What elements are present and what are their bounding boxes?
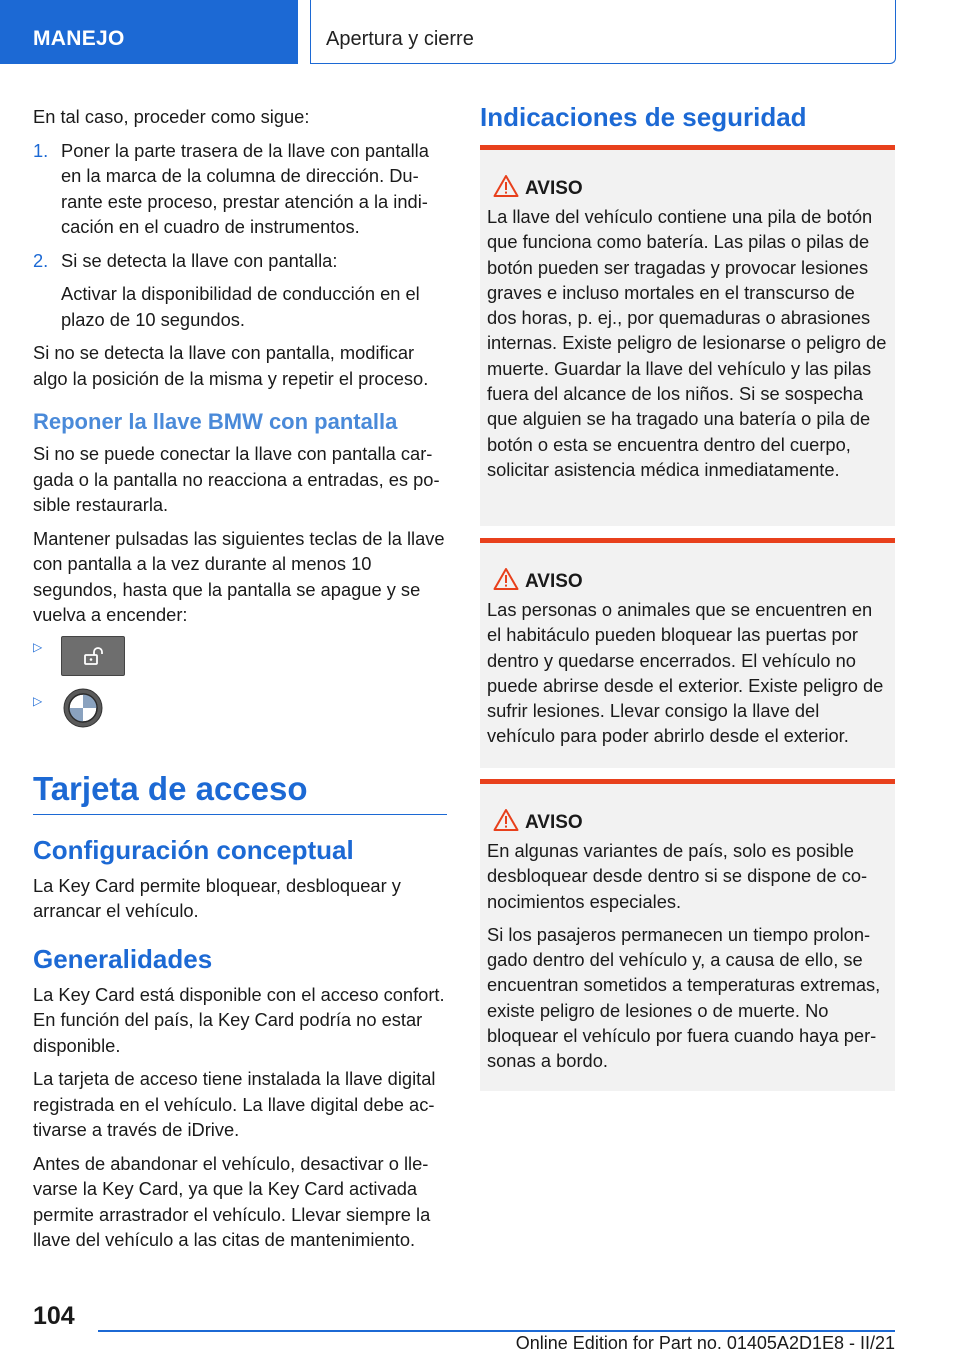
warning-header: [487, 174, 888, 200]
warning-header: [487, 808, 888, 834]
left-column: [33, 104, 447, 1261]
section-tab: [0, 0, 298, 64]
reset-heading: Reponer la llave BMW con pantalla: [33, 409, 398, 434]
unlock-key-icon: [61, 636, 125, 676]
section-label: MANEJO: [33, 27, 125, 50]
step-2: [33, 248, 447, 274]
bullet-unlock-key: [33, 636, 447, 680]
step-text: Si se detecta la llave con pantalla:: [61, 249, 338, 271]
bullet-bmw-key: [33, 690, 447, 734]
warning-text: La llave del vehículo contiene una pila de botón que funciona como batería. Las pilas o pilas de botón pueden ser tragadas y provocar lesiones graves e incluso mortales en el transcurso de dos horas, p. ej., por quemaduras o abrasiones internas. Existe peligro de lesionarse o peligro de muerte. Guardar la llave del vehículo y las pilas fuera del alcance de los niños. Si se sospecha que alguien se ha tragado una batería o pila de botón o esta se encuentra dentro del cuerpo, solicitar asistencia médica inmediatamente.: [487, 206, 887, 480]
warning-label: AVISO: [525, 812, 583, 833]
general-paragraph-2: La tarjeta de acceso tiene instalada la llave digital registrada en el vehículo. La llave digital debe activarse a través de iDrive.: [33, 1068, 436, 1140]
warning-text: Las personas o animales que se encuentren en el habitáculo pueden bloquear las puertas por dentro y quedarse encerrados. El vehículo no puede abrirse desde el exterior. Existe peligro de sufrir lesiones. Llevar consigo la llave del vehículo para poder abrirlo desde el exterior.: [487, 599, 884, 747]
general-paragraph-3: Antes de abandonar el vehículo, desactivar o llevarse la Key Card, ya que la Key Card activada permite arrastrador el vehículo. Llevar siempre la llave del vehículo a las citas de mantenimiento.: [33, 1152, 431, 1250]
step-text: Poner la parte trasera de la llave con pantalla en la marca de la columna de dirección. Durante este proceso, prestar atención a la indicación en el cuadro de instrumentos.: [61, 139, 429, 237]
warning-text: Si los pasajeros permanecen un tiempo prolongado dentro del vehículo y, a causa de ello, se encuentran sometidos a temperaturas extremas, existe peligro de lesiones o de muerte. No bloquear el vehículo por fuera cuando haya personas a bordo.: [487, 923, 881, 1072]
warning-label: AVISO: [525, 571, 583, 592]
intro-text: En tal caso, proceder como sigue:: [33, 106, 310, 127]
safety-heading: Indicaciones de seguridad: [480, 102, 807, 132]
bmw-logo-icon: [63, 688, 103, 728]
general-paragraph-1: La Key Card está disponible con el acceso confort. En función del país, la Key Card podría no estar disponible.: [33, 983, 445, 1056]
warning-box-2: [480, 538, 895, 768]
warning-triangle-icon: [493, 808, 519, 832]
warning-triangle-icon: [493, 567, 519, 591]
footer-divider: [98, 1330, 895, 1332]
warning-box-3: [480, 779, 895, 1091]
warning-header: [487, 567, 888, 593]
warning-text: En algunas variantes de país, solo es posible desbloquear desde dentro si se dispone de conocimientos especiales.: [487, 840, 868, 912]
chapter-title: Apertura y cierre: [326, 28, 474, 50]
edition-footer: Online Edition for Part no. 01405A2D1E8 - II/21: [515, 1333, 895, 1353]
warning-triangle-icon: [493, 174, 519, 198]
warning-label: AVISO: [525, 178, 583, 199]
reset-paragraph-1: Si no se puede conectar la llave con pantalla cargada o la pantalla no reacciona a entradas, es posible restaurarla.: [33, 443, 440, 515]
step-number: 2.: [33, 249, 49, 271]
step-number: 1.: [33, 139, 49, 161]
right-column: [480, 102, 895, 132]
access-card-heading: Tarjeta de acceso: [33, 770, 447, 815]
general-heading: Generalidades: [33, 943, 213, 974]
bullet-marker: ▷: [33, 693, 43, 708]
page-number: 104: [33, 1302, 75, 1330]
step-1: [33, 138, 447, 240]
concept-text: La Key Card permite bloquear, desbloquear y arrancar el vehículo.: [33, 874, 401, 921]
not-detected-text: Si no se detecta la llave con pantalla, modificar algo la posición de la misma y repetir el proceso.: [33, 342, 429, 389]
step-2-detail: Activar la disponibilidad de conducción en el plazo de 10 segundos.: [61, 283, 420, 330]
chapter-header: [310, 0, 896, 64]
warning-box-1: [480, 145, 895, 526]
bullet-marker: ▷: [33, 639, 43, 654]
concept-heading: Configuración conceptual: [33, 834, 354, 865]
reset-paragraph-2: Mantener pulsadas las siguientes teclas de la llave con pantalla a la vez durante al menos 10 segundos, hasta que la pantalla se apague y se vuelva a encender:: [33, 527, 445, 625]
